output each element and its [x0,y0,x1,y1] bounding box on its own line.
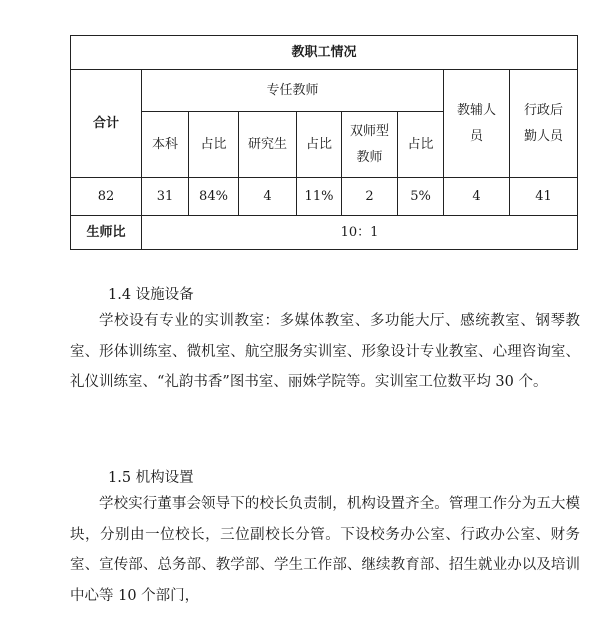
table-title: 教职工情况 [71,36,578,70]
admin-staff-header: 行政后勤人员 [510,70,578,178]
ratio-value: 10：1 [142,216,578,250]
value-cell: 41 [510,178,578,216]
sub-header: 占比 [398,112,444,178]
value-cell: 5% [398,178,444,216]
value-cell: 4 [444,178,510,216]
paragraph-organization: 学校实行董事会领导下的校长负责制，机构设置齐全。管理工作分为五大模块，分别由一位校长，三位副校长分管。下设校务办公室、行政办公室、财务室、宣传部、总务部、教学部、学生工作部、继续教育部、招生就业办以及培训中心等 10 个部门， [70,496,580,604]
value-cell: 4 [239,178,297,216]
value-cell: 82 [71,178,142,216]
auxiliary-staff-header: 教辅人员 [444,70,510,178]
value-cell: 11% [297,178,342,216]
value-cell: 31 [142,178,189,216]
value-cell: 84% [189,178,239,216]
paragraph-facilities: 学校设有专业的实训教室：多媒体教室、多功能大厅、感统教室、钢琴教室、形体训练室、微机室、航空服务实训室、形象设计专业教室、心理咨询室、礼仪训练室、“礼韵书香”图书室、丽姝学院等。实训室工位数平均 30 个。 [70,313,580,390]
total-header: 合计 [71,70,142,178]
ratio-label: 生师比 [71,216,142,250]
sub-header: 占比 [297,112,342,178]
sub-header: 研究生 [239,112,297,178]
section-title-organization: 1.5 机构设置 [108,470,194,486]
staff-table [70,35,578,250]
value-cell: 2 [342,178,398,216]
sub-header: 占比 [189,112,239,178]
sub-header: 本科 [142,112,189,178]
sub-header: 双师型教师 [342,112,398,178]
section-title-facilities: 1.4 设施设备 [108,287,194,303]
fulltime-teachers-header: 专任教师 [142,70,444,112]
